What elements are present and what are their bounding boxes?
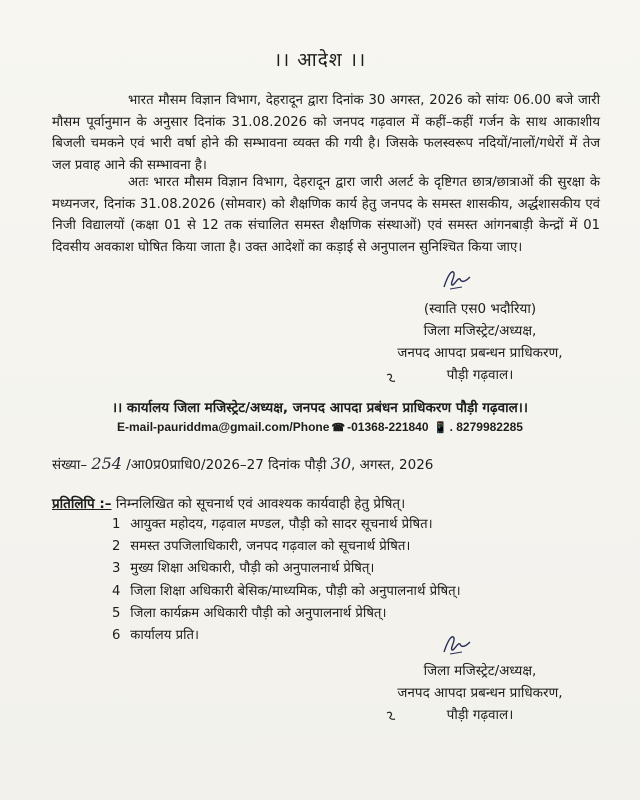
signatory-designation: जिला मजिस्ट्रेट/अध्यक्ष,: [423, 663, 537, 679]
reference-line: [52, 454, 612, 473]
order-paragraph-2-text: अतः भारत मौसम विज्ञान विभाग, देहरादून द्वारा जारी अलर्ट के दृष्टिगत छात्र/छात्राओं की सुरक्षा के मध्यनजर, दिनांक 31.08.2026 (सोमवार) को शैक्षणिक कार्य हेतु जनपद के समस्त शासकीय, अर्द्धशासकीय एवं निजी विद्यालयों (कक्षा 01 से 12 तक संचालित समस्त शैक्षणिक संस्थाओं) एवं समस्त आंगनबाड़ी केन्द्रों में 01 दिवसीय अवकाश घोषित किया जाता है। उक्त आदेशों का कड़ाई से अनुपालन सुनिश्चित किया जाए।: [52, 175, 600, 255]
list-item: [112, 514, 592, 536]
mobile-number: . 8279982285: [449, 420, 523, 434]
list-item-text: जिला शिक्षा अधिकारी बेसिक/माध्यमिक, पौड़ी को अनुपालनार्थ प्रेषित्।: [130, 583, 461, 599]
list-item: [112, 581, 592, 603]
signatory-place: पौड़ी गढ़वाल।: [446, 707, 514, 723]
list-item-number: 1: [112, 517, 121, 532]
signature-mark: [440, 630, 474, 658]
order-paragraph-1-text: भारत मौसम विज्ञान विभाग, देहरादून द्वारा दिनांक 30 अगस्त, 2026 को सांयः 06.00 बजे जारी मौसम पूर्वानुमान के अनुसार दिनांक 31.08.2026 को जनपद गढ़वाल में कहीं–कहीं गर्जन के साथ आकाशीय बिजली चमकने एवं भारी वर्षा होने की सम्भावना व्यक्त की गयी है। जिसके फलस्वरूप नदियों/नालों/गधेरों में तेज जल प्रवाह आने की सम्भावना है।: [52, 93, 600, 173]
copy-list: [112, 514, 592, 647]
list-item-number: 3: [112, 561, 121, 577]
order-paragraph-1: [52, 90, 600, 176]
mobile-icon: 📱: [433, 422, 448, 434]
list-item-number: 6: [112, 628, 121, 644]
list-item-text: जिला कार्यक्रम अधिकारी पौड़ी को अनुपालनार्थ प्रेषित्।: [130, 605, 387, 621]
list-item: [112, 603, 592, 625]
list-item: [112, 536, 592, 558]
reference-number: 254: [91, 454, 122, 473]
reference-label: संख्या–: [52, 457, 88, 473]
list-item-text: मुख्य शिक्षा अधिकारी, पौड़ी को अनुपालनार्थ प्रेषित्।: [130, 561, 375, 577]
list-item-text: आयुक्त महोदय, गढ़वाल मण्डल, पौड़ी को सादर सूचनार्थ प्रेषित।: [130, 517, 433, 532]
reference-month-year: , अगस्त, 2026: [351, 457, 434, 473]
signatory-place: पौड़ी गढ़वाल।: [446, 367, 514, 383]
list-item: [112, 625, 592, 647]
order-paragraph-2: [52, 172, 600, 258]
copy-label: प्रतिलिपि :–: [52, 496, 112, 512]
list-item-number: 4: [112, 583, 121, 599]
signatory-authority: जनपद आपदा प्रबन्धन प्राधिकरण,: [397, 345, 563, 361]
phone-number: -01368-221840: [347, 420, 429, 434]
copy-text: निम्नलिखित को सूचनार्थ एवं आवश्यक कार्यवाही हेतु प्रेषित्।: [115, 496, 406, 512]
initial-mark: [385, 710, 397, 722]
document-title: ।। आदेश ।।: [273, 49, 367, 71]
signatory-authority: जनपद आपदा प्रबन्धन प्राधिकरण,: [397, 685, 563, 701]
office-heading: ।। कार्यालय जिला मजिस्ट्रेट/अध्यक्ष, जनपद आपदा प्रबंधन प्राधिकरण पौड़ी गढ़वाल।।: [111, 400, 529, 416]
reference-code: /आ0प्र0प्राधि0/2026–27 दिनांक पौड़ी: [126, 457, 327, 473]
list-item-text: समस्त उपजिलाधिकारी, जनपद गढ़वाल को सूचनार्थ प्रेषित।: [130, 539, 411, 555]
signature-mark: [440, 265, 474, 293]
signatory-designation: जिला मजिस्ट्रेट/अध्यक्ष,: [423, 323, 537, 339]
contact-line: [0, 420, 640, 434]
email-phone-label: E-mail-pauriddma@gmail.com/Phone: [117, 420, 330, 434]
reference-day: 30: [330, 454, 351, 473]
list-item-number: 2: [112, 539, 121, 555]
copy-heading: [52, 494, 612, 512]
list-item: [112, 558, 592, 580]
list-item-text: कार्यालय प्रति।: [130, 628, 200, 644]
initial-mark: [385, 372, 397, 384]
signatory-name: (स्वाति एस0 भदौरिया): [423, 301, 537, 317]
phone-icon: ☎: [331, 422, 346, 434]
list-item-number: 5: [112, 605, 121, 621]
